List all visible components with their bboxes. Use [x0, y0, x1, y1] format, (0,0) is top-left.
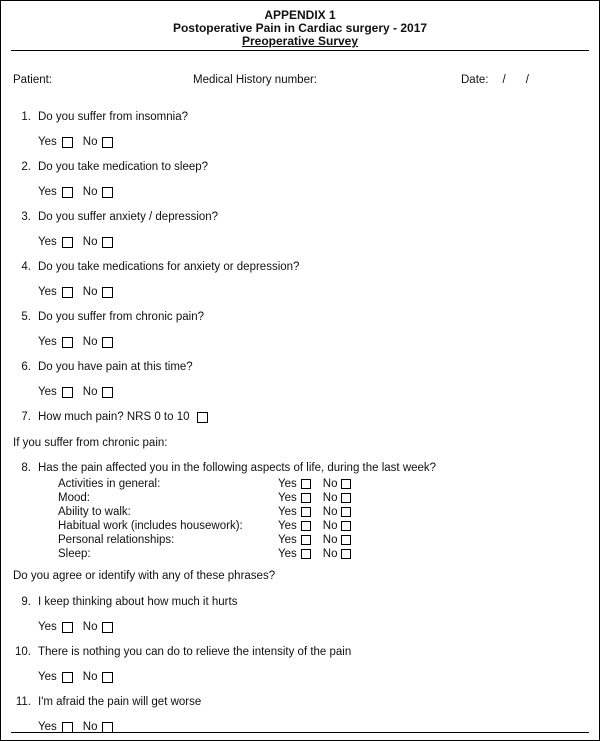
yes-checkbox[interactable] [301, 479, 311, 489]
aspects-list [58, 477, 587, 561]
question-text: Do you suffer from insomnia? [38, 111, 188, 123]
yes-no-row [38, 336, 587, 349]
question-number: 10. [15, 646, 31, 658]
question-block [13, 161, 587, 199]
question-row [13, 261, 587, 274]
aspect-row [58, 547, 587, 561]
no-label: No [82, 336, 98, 348]
aspect-label: Ability to walk: [58, 506, 131, 518]
yes-label: Yes [278, 520, 297, 532]
yes-checkbox[interactable] [301, 535, 311, 545]
medical-history-label: Medical History number: [193, 74, 317, 86]
yes-no-row [38, 621, 587, 634]
yes-label: Yes [278, 492, 297, 504]
question-row [13, 411, 587, 424]
yes-checkbox[interactable] [62, 672, 73, 683]
no-label: No [82, 671, 98, 683]
no-checkbox[interactable] [102, 137, 113, 148]
no-label: No [322, 534, 338, 546]
no-checkbox[interactable] [341, 535, 351, 545]
no-checkbox[interactable] [102, 287, 113, 298]
aspect-row [58, 491, 587, 505]
yes-no-row [38, 386, 587, 399]
no-checkbox[interactable] [102, 387, 113, 398]
date-field [461, 73, 529, 87]
no-checkbox[interactable] [341, 521, 351, 531]
no-checkbox[interactable] [341, 507, 351, 517]
question-block [13, 311, 587, 349]
no-checkbox[interactable] [102, 337, 113, 348]
nrs-score-box[interactable] [197, 412, 208, 423]
question-row [13, 311, 587, 324]
question-text: How much pain? NRS 0 to 10 [38, 411, 190, 423]
yes-label: Yes [278, 478, 297, 490]
no-label: No [322, 492, 338, 504]
question-number: 4. [21, 261, 31, 273]
no-checkbox[interactable] [102, 672, 113, 683]
no-label: No [82, 386, 98, 398]
header-divider [11, 50, 589, 51]
appendix-title: APPENDIX 1 [264, 8, 336, 22]
questions-section [13, 111, 587, 734]
patient-info-row [13, 73, 587, 87]
yes-checkbox[interactable] [62, 237, 73, 248]
yes-no-row [38, 286, 587, 299]
question-block [13, 211, 587, 249]
no-checkbox[interactable] [341, 493, 351, 503]
question-text: There is nothing you can do to relieve the intensity of the pain [38, 646, 352, 658]
no-label: No [82, 236, 98, 248]
question-text: Has the pain affected you in the following aspects of life, during the last week? [38, 462, 437, 474]
question-block [13, 462, 587, 561]
question-block [13, 361, 587, 399]
yes-label: Yes [38, 186, 57, 198]
form-title: Postoperative Pain in Cardiac surgery - 2017 [172, 21, 428, 35]
yes-no-row [38, 236, 587, 249]
question-text: Do you suffer from chronic pain? [38, 311, 204, 323]
date-field-label: Date: [461, 74, 489, 86]
question-text: I'm afraid the pain will get worse [38, 696, 202, 708]
question-row [13, 462, 587, 475]
question-text: Do you have pain at this time? [38, 361, 193, 373]
question-text: Do you take medications for anxiety or depression? [38, 261, 300, 273]
question-block [13, 261, 587, 299]
patient-field-label: Patient: [13, 74, 52, 86]
form-header [13, 9, 587, 48]
no-label: No [82, 136, 98, 148]
question-row [13, 646, 587, 659]
no-label: No [82, 286, 98, 298]
date-separator: / [525, 74, 529, 86]
question-block [13, 596, 587, 634]
yes-checkbox[interactable] [62, 187, 73, 198]
yes-label: Yes [38, 671, 57, 683]
date-separator: / [502, 74, 506, 86]
question-number: 7. [21, 411, 31, 423]
no-checkbox[interactable] [102, 187, 113, 198]
question-row [13, 696, 587, 709]
yes-label: Yes [38, 136, 57, 148]
no-label: No [322, 478, 338, 490]
yes-label: Yes [38, 721, 57, 733]
yes-checkbox[interactable] [62, 287, 73, 298]
no-checkbox[interactable] [341, 479, 351, 489]
question-block [13, 696, 587, 734]
yes-label: Yes [38, 286, 57, 298]
no-checkbox[interactable] [102, 622, 113, 633]
yes-label: Yes [38, 621, 57, 633]
aspect-label: Mood: [58, 492, 90, 504]
question-text: Do you suffer anxiety / depression? [38, 211, 219, 223]
yes-label: Yes [38, 336, 57, 348]
no-label: No [82, 721, 98, 733]
question-block [13, 111, 587, 149]
question-number: 9. [21, 596, 31, 608]
question-number: 5. [21, 311, 31, 323]
yes-checkbox[interactable] [62, 337, 73, 348]
no-label: No [322, 520, 338, 532]
question-number: 11. [15, 696, 31, 708]
aspect-label: Sleep: [58, 548, 91, 560]
yes-no-row [38, 671, 587, 684]
yes-checkbox[interactable] [301, 507, 311, 517]
question-row [13, 161, 587, 174]
question-number: 1. [21, 111, 31, 123]
aspect-label: Habitual work (includes housework): [58, 520, 243, 532]
question-number: 8. [21, 462, 31, 474]
aspect-row [58, 477, 587, 491]
question-row [13, 211, 587, 224]
phrases-note: Do you agree or identify with any of these phrases? [13, 570, 276, 582]
no-label: No [82, 621, 98, 633]
aspect-label: Activities in general: [58, 478, 161, 490]
aspect-row [58, 519, 587, 533]
question-text: Do you take medication to sleep? [38, 161, 209, 173]
yes-checkbox[interactable] [62, 137, 73, 148]
no-checkbox[interactable] [341, 549, 351, 559]
no-label: No [322, 506, 338, 518]
chronic-pain-note: If you suffer from chronic pain: [13, 437, 168, 449]
question-number: 6. [21, 361, 31, 373]
question-row [13, 111, 587, 124]
yes-checkbox[interactable] [62, 387, 73, 398]
aspect-label: Personal relationships: [58, 534, 175, 546]
no-label: No [322, 548, 338, 560]
yes-no-row [38, 186, 587, 199]
question-number: 3. [21, 211, 31, 223]
question-block [13, 646, 587, 684]
yes-checkbox[interactable] [301, 549, 311, 559]
yes-checkbox[interactable] [301, 493, 311, 503]
yes-label: Yes [278, 506, 297, 518]
yes-checkbox[interactable] [301, 521, 311, 531]
no-checkbox[interactable] [102, 237, 113, 248]
form-subtitle: Preoperative Survey [241, 34, 359, 48]
question-text: I keep thinking about how much it hurts [38, 596, 238, 608]
yes-label: Yes [38, 386, 57, 398]
aspect-row [58, 505, 587, 519]
no-label: No [82, 186, 98, 198]
yes-label: Yes [38, 236, 57, 248]
question-number: 2. [21, 161, 31, 173]
yes-label: Yes [278, 548, 297, 560]
question-row [13, 596, 587, 609]
question-row [13, 361, 587, 374]
yes-label: Yes [278, 534, 297, 546]
footer-divider [11, 732, 589, 733]
yes-no-row [38, 136, 587, 149]
yes-checkbox[interactable] [62, 622, 73, 633]
aspect-row [58, 533, 587, 547]
